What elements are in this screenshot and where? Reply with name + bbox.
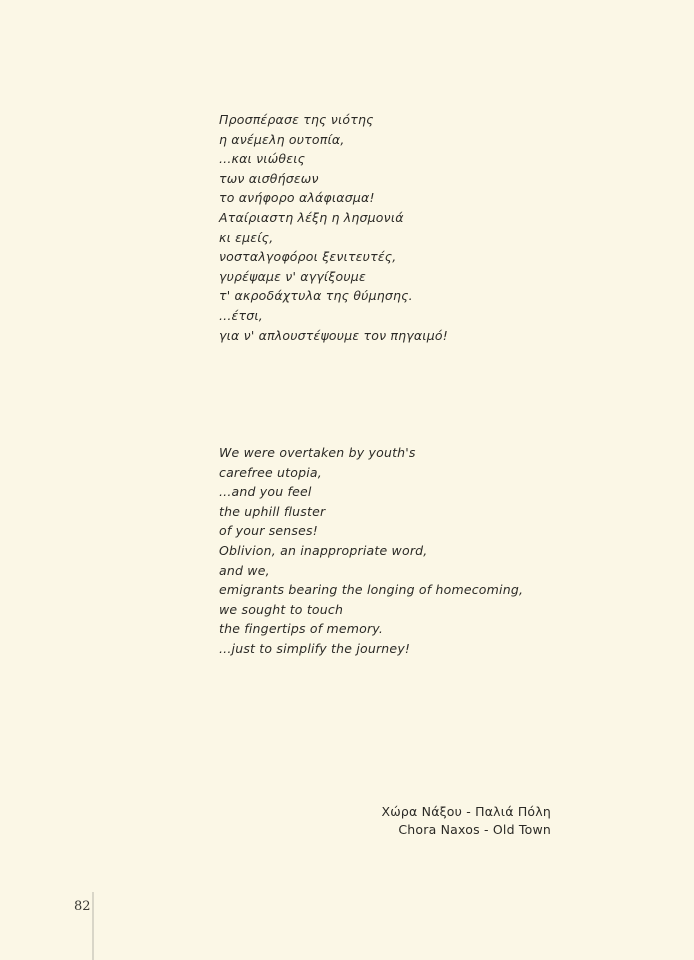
poem-line: ...just to simplify the journey!: [219, 640, 411, 656]
poem-line: We were overtaken by youth's: [219, 445, 416, 460]
poem-line: τ' ακροδάχτυλα της θύμησης.: [219, 288, 413, 304]
caption-english: Chora Naxos - Old Town: [398, 822, 551, 837]
poem-line: για ν' απλουστέψουμε τον πηγαιμό!: [219, 327, 448, 343]
page-number: 82: [74, 899, 91, 914]
poem-line: Προσπέρασε της νιότης: [219, 112, 374, 127]
poem-line: the uphill fluster: [219, 503, 326, 519]
poem-line: carefree utopia,: [219, 464, 322, 480]
poem-line: the fingertips of memory.: [219, 621, 384, 637]
poem-line: κι εμείς,: [219, 229, 274, 245]
poem-line: γυρέψαμε ν' αγγίξουμε: [219, 268, 366, 284]
poem-line: των αισθήσεων: [219, 170, 319, 186]
poem-line: we sought to touch: [219, 601, 344, 617]
caption-greek: Χώρα Νάξου - Παλιά Πόλη: [381, 804, 551, 819]
photo-caption: [381, 803, 551, 839]
poem-line: το ανήφορο αλάφιασμα!: [219, 190, 375, 206]
poem-line: emigrants bearing the longing of homecoming,: [219, 582, 524, 598]
page-binding-edge: [92, 892, 94, 960]
poem-line: and we,: [219, 562, 270, 578]
poem-line: Αταίριαστη λέξη η λησμονιά: [219, 209, 404, 225]
poem-english: [219, 443, 523, 659]
poem-line: of your senses!: [219, 523, 318, 539]
poem-line: η ανέμελη ουτοπία,: [219, 131, 345, 147]
poem-line: νοσταλγοφόροι ξενιτευτές,: [219, 249, 397, 265]
poem-line: ...and you feel: [219, 484, 312, 500]
poem-line: ...και νιώθεις: [219, 151, 306, 167]
poem-line: ...έτσι,: [219, 307, 263, 323]
poem-greek: [219, 110, 448, 345]
poem-line: Oblivion, an inappropriate word,: [219, 542, 428, 558]
